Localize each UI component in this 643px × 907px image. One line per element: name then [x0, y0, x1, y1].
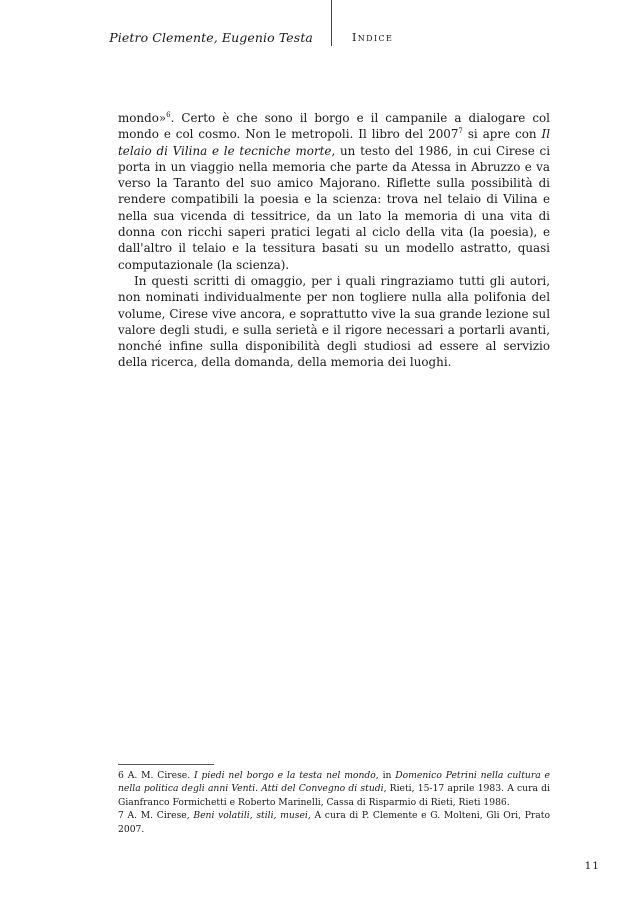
paragraph-1: [118, 110, 550, 273]
text-run: . Certo è che sono il borgo e il campanile a dialogare col mondo e col cosmo. Non le metropoli. Il libro del 2007: [118, 111, 550, 142]
footnote-text: 7 A. M. Cirese,: [118, 810, 194, 822]
footnotes: [118, 769, 550, 836]
footnote-text: , Rieti, 15-17 aprile 1983. A cura di Gianfranco Formichetti e Roberto Marinelli, Cassa di Risparmio di Rieti, Rieti 1986.: [118, 783, 550, 808]
footnote-rule: [118, 764, 214, 765]
main-text: [118, 110, 550, 371]
footnote-6: [118, 769, 550, 809]
footnote-7: [118, 809, 550, 836]
footnote-text: , A cura di P. Clemente e G. Molteni, Gli Ori, Prato 2007.: [118, 810, 550, 835]
header-authors: Pietro Clemente, Eugenio Testa: [109, 30, 313, 45]
footnote-text: , in: [375, 770, 396, 781]
header-divider: [331, 0, 332, 46]
footnote-title: I piedi nel borgo e la testa nel mondo: [194, 770, 376, 781]
page-number: 11: [584, 860, 600, 872]
book-title: Il telaio di Vilina e le tecniche morte: [118, 127, 550, 158]
footnote-ref-6[interactable]: 6: [166, 111, 171, 119]
text-run: , un testo del 1986, in cui Cirese ci porta in un viaggio nella memoria che parte da Atessa in Abruzzo e va verso la Taranto del suo amico Majorano. Riflette sulla possibilità di rendere compatibili la poesia e la scienza: trova nel telaio di Vilina e nella sua vicenda di tessitrice, da un lato la memoria di una vita di donna con ricchi saperi pratici legati al ciclo della vita (la poesia), e dall'altro il telaio e la tessitura basati su un modello astratto, quasi computazionale (la scienza).: [118, 143, 550, 272]
footnote-title: Beni volatili, stili, musei: [193, 810, 308, 822]
text-run: mondo»: [118, 111, 167, 125]
paragraph-2: In questi scritti di omaggio, per i quali ringraziamo tutti gli autori, non nominati individualmente per non togliere nulla alla polifonia del volume, Cirese vive ancora, e soprattutto vive la sua grande lezione sul valore degli studi, e sulla serietà e il rigore necessari a portarli avanti, nonché infine sulla disponibilità degli studiosi ad essere al servizio della ricerca, della domanda, della memoria dei luoghi.: [118, 273, 550, 370]
footnote-text: 6 A. M. Cirese.: [118, 770, 195, 781]
footnote-title: Domenico Petrini nella cultura e nella politica degli anni Venti. Atti del Convegno di studi: [118, 770, 550, 795]
header-section-link[interactable]: Indice: [352, 31, 394, 44]
text-run: si apre con: [462, 127, 542, 142]
footnote-ref-7[interactable]: 7: [458, 127, 463, 136]
running-header: [0, 0, 643, 48]
